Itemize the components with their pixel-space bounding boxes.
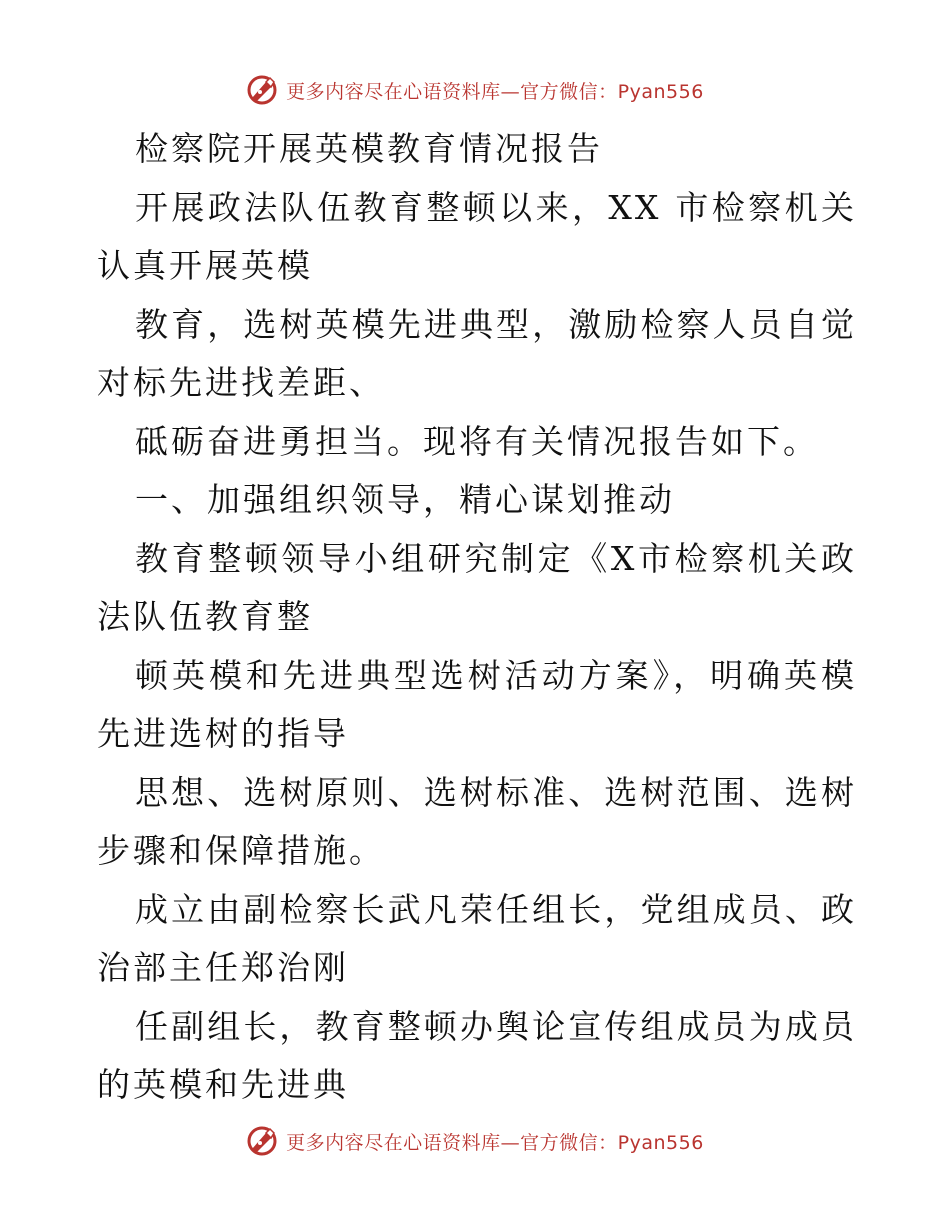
watermark-text: 更多内容尽在心语资料库—官方微信：Pyan556 (286, 80, 704, 103)
paragraph: 开展政法队伍教育整顿以来，XX 市检察机关认真开展英模 (97, 187, 857, 285)
paragraph: 教育整顿领导小组研究制定《X市检察机关政法队伍教育整 (97, 538, 857, 636)
watermark-group (246, 74, 704, 106)
wechat-id: Pyan556 (617, 1131, 704, 1154)
watermark-group (246, 1125, 704, 1157)
pen-nib-logo-icon (246, 74, 278, 106)
wechat-id: Pyan556 (617, 80, 704, 103)
paragraph: 任副组长，教育整顿办舆论宣传组成员为成员的英模和先进典 (97, 1006, 857, 1104)
paragraph: 思想、选树原则、选树标准、选树范围、选树步骤和保障措施。 (97, 772, 857, 870)
header-watermark-banner (0, 70, 950, 110)
paragraph: 顿英模和先进典型选树活动方案》，明确英模先进选树的指导 (97, 655, 857, 753)
paragraph: 砥砺奋进勇担当。现将有关情况报告如下。 (135, 421, 819, 461)
document-body (97, 120, 857, 1115)
pen-nib-logo-icon (246, 1125, 278, 1157)
section-heading: 一、加强组织领导，精心谋划推动 (135, 480, 675, 519)
paragraph: 教育，选树英模先进典型，激励检察人员自觉对标先进找差距、 (97, 304, 857, 402)
document-title: 检察院开展英模教育情况报告 (135, 129, 603, 168)
watermark-text: 更多内容尽在心语资料库—官方微信：Pyan556 (286, 1131, 704, 1154)
footer-watermark-banner (0, 1121, 950, 1161)
paragraph: 成立由副检察长武凡荣任组长，党组成员、政治部主任郑治刚 (97, 889, 857, 987)
